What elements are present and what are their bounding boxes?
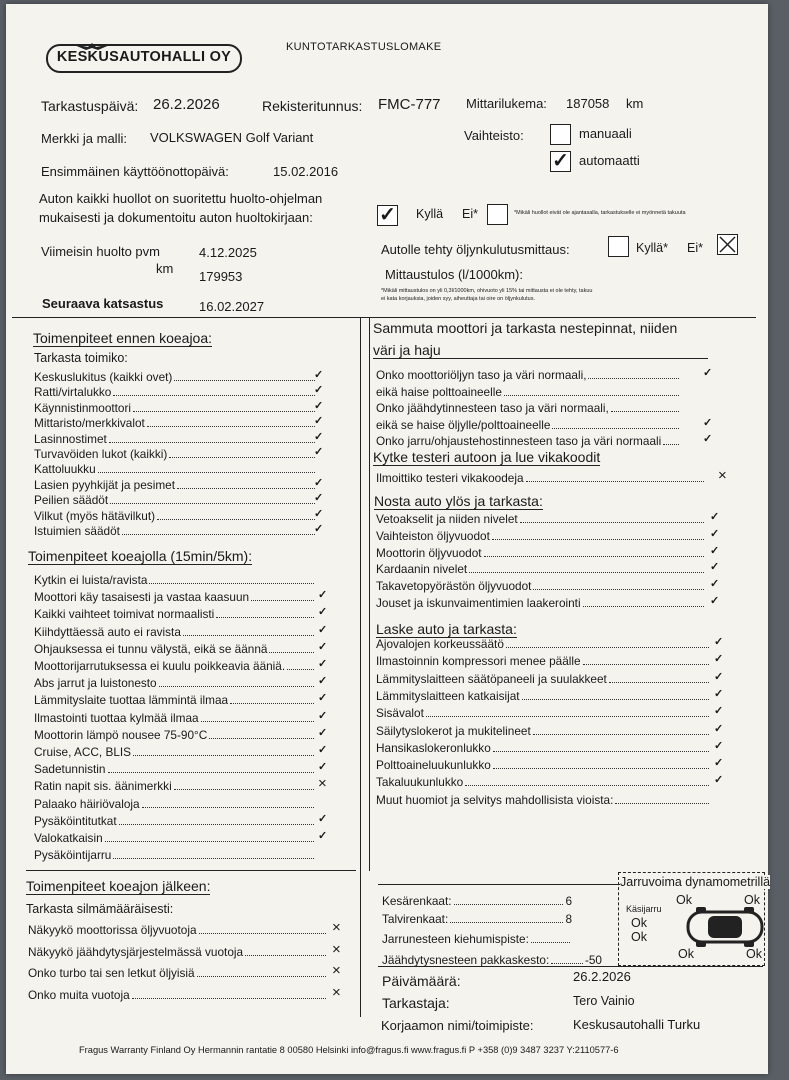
checklist-row bbox=[376, 383, 681, 399]
next-inspection-label: Seuraava katsastus bbox=[42, 296, 164, 311]
inspection-date-value: 26.2.2026 bbox=[153, 96, 220, 113]
left-divider bbox=[26, 870, 356, 871]
checklist-row bbox=[376, 652, 711, 668]
check-mark-icon: ✓ bbox=[318, 675, 328, 688]
dotted-leader bbox=[199, 933, 326, 934]
rear-right-ok: Ok bbox=[746, 947, 762, 961]
dotted-leader bbox=[133, 411, 315, 412]
checklist-label: Moottori käy tasaisesti ja vastaa kaasuun bbox=[34, 590, 250, 605]
cross-mark-icon: × bbox=[718, 467, 727, 484]
checklist-label: Onko moottoriöljyn taso ja väri normaali, bbox=[376, 368, 587, 382]
odometer-label: Mittarilukema: bbox=[466, 96, 547, 111]
front-right-ok: Ok bbox=[744, 893, 760, 907]
dotted-leader bbox=[157, 519, 315, 520]
dotted-leader bbox=[108, 772, 315, 773]
dotted-leader bbox=[552, 428, 679, 429]
check-mark-icon: ✓ bbox=[710, 511, 720, 523]
checklist-label: Jouset ja iskunvaimentimien laakerointi bbox=[376, 596, 581, 610]
checklist-label: Ilmastointi tuottaa kylmää ilmaa bbox=[34, 710, 199, 725]
checklist-row bbox=[34, 460, 317, 476]
checklist-label: Ajovalojen korkeussäätö bbox=[376, 637, 504, 651]
service-no-checkbox[interactable] bbox=[487, 204, 508, 225]
checklist-row bbox=[376, 527, 706, 543]
signature-divider bbox=[378, 966, 763, 967]
checklist-row bbox=[34, 812, 316, 828]
checklist-label: Pysäköintijarru bbox=[34, 848, 112, 863]
brake-fluid-row bbox=[382, 930, 572, 946]
checklist-row bbox=[34, 623, 316, 639]
service-km-value: 179953 bbox=[199, 269, 243, 284]
section-after-test-drive: Toimenpiteet koeajon jälkeen: bbox=[26, 878, 211, 894]
check-mark-icon: ✓ bbox=[318, 640, 328, 653]
checklist-label: Mittaristo/merkkivalot bbox=[34, 416, 145, 431]
dotted-leader bbox=[169, 457, 315, 458]
dotted-leader bbox=[149, 583, 314, 584]
checklist-label: Takavetopyörästön öljyvuodot bbox=[376, 579, 532, 594]
checklist-label: Lasien pyyhkijät ja pesimet bbox=[34, 477, 175, 492]
company-logo bbox=[46, 44, 242, 73]
section-before-test-drive: Toimenpiteet ennen koeajoa: bbox=[33, 330, 213, 346]
checklist-row bbox=[34, 571, 316, 587]
service-yes-label: Kyllä bbox=[416, 207, 444, 221]
handbrake-ok-1: Ok bbox=[631, 916, 647, 930]
dotted-leader bbox=[174, 789, 314, 790]
odometer-unit: km bbox=[626, 96, 644, 111]
dotted-leader bbox=[522, 699, 709, 700]
oil-no-checkbox[interactable] bbox=[717, 234, 738, 255]
check-mark-icon: ✓ bbox=[714, 636, 724, 648]
inspection-date-label: Tarkastuspäivä: bbox=[41, 98, 139, 114]
checklist-row bbox=[28, 986, 328, 1002]
checklist-label: Onko muita vuotoja bbox=[28, 987, 130, 1002]
manual-checkbox[interactable] bbox=[550, 124, 571, 145]
dotted-leader bbox=[615, 803, 709, 804]
winter-tires-row bbox=[382, 910, 572, 926]
section-test-drive: Toimenpiteet koeajolla (15min/5km): bbox=[28, 548, 253, 564]
checklist-label: Ilmastoinnin kompressori menee päälle bbox=[376, 654, 581, 669]
dotted-leader bbox=[110, 503, 315, 504]
check-mark-icon: ✓ bbox=[714, 705, 724, 718]
checklist-row bbox=[376, 432, 681, 448]
result-note-1: *Mikäli mittaustulos on yli 0,3l/1000km, ohivuoto yli 15% tai mittausta ei ole tehty, takuu bbox=[381, 288, 593, 294]
checklist-row bbox=[376, 635, 711, 651]
checklist-row bbox=[376, 670, 711, 686]
column-divider bbox=[360, 317, 361, 1017]
dotted-leader bbox=[526, 481, 704, 482]
checklist-row bbox=[376, 704, 711, 720]
checklist-label: Ratti/virtalukko bbox=[34, 385, 112, 400]
checklist-label: eikä haise polttoaineelle bbox=[376, 384, 502, 399]
handbrake-label: Käsijarru bbox=[626, 904, 662, 914]
checklist-row bbox=[376, 773, 711, 789]
check-mark-icon: ✓ bbox=[710, 578, 720, 591]
date-value: 26.2.2026 bbox=[573, 969, 631, 984]
checklist-label: Moottorin öljyvuodot bbox=[376, 545, 482, 560]
checklist-label: Turvavöiden lukot (kaikki) bbox=[34, 447, 168, 461]
dotted-leader bbox=[504, 395, 679, 396]
checklist-label: Onko jäähdytinnesteen taso ja väri normaali, bbox=[376, 401, 609, 415]
first-registration-label: Ensimmäinen käyttöönottopäivä: bbox=[41, 164, 229, 179]
dotted-leader bbox=[177, 488, 315, 489]
checklist-label: Ohjauksessa ei tunnu välystä, eikä se äännä bbox=[34, 641, 268, 656]
check-mark-icon: ✓ bbox=[318, 744, 328, 756]
dotted-leader bbox=[269, 652, 314, 653]
checklist-row bbox=[34, 829, 316, 845]
checklist-label: Keskuslukitus (kaikki ovet) bbox=[34, 370, 173, 384]
check-mark-icon: ✓ bbox=[318, 606, 328, 619]
checklist-label: Lämmityslaite tuottaa lämmintä ilmaa bbox=[34, 693, 229, 708]
section-tester: Kytke testeri autoon ja lue vikakoodit bbox=[373, 449, 601, 465]
checklist-row bbox=[376, 791, 711, 807]
service-text-line2: mukaisesti ja dokumentoitu auton huoltokirjaan: bbox=[39, 210, 313, 225]
checklist-row bbox=[34, 414, 317, 430]
checklist-row bbox=[376, 399, 681, 415]
dotted-leader bbox=[159, 686, 314, 687]
workshop-value: Keskusautohalli Turku bbox=[573, 1017, 701, 1032]
coolant-value: -50 bbox=[584, 953, 602, 967]
checklist-row bbox=[34, 657, 316, 673]
check-mark-icon: ✓ bbox=[318, 830, 328, 842]
check-mark-icon: ✓ bbox=[318, 726, 328, 739]
check-mark-icon: ✓ bbox=[314, 369, 324, 381]
dotted-leader bbox=[113, 858, 314, 859]
dotted-leader bbox=[583, 664, 709, 665]
check-icon: ✓ bbox=[379, 204, 396, 226]
check-mark-icon: ✓ bbox=[318, 589, 328, 602]
checklist-row bbox=[34, 760, 316, 776]
r1-title-line2: väri ja haju bbox=[373, 342, 708, 359]
checklist-row bbox=[376, 722, 711, 738]
checklist-label: Takaluukunlukko bbox=[376, 775, 464, 790]
checklist-label: Lasinnostimet bbox=[34, 431, 107, 446]
dotted-leader bbox=[506, 647, 709, 648]
s3-subtitle: Tarkasta silmämääräisesti: bbox=[26, 902, 174, 916]
registration-value: FMC-777 bbox=[378, 96, 441, 113]
oil-yes-checkbox[interactable] bbox=[608, 236, 629, 257]
check-mark-icon: ✓ bbox=[714, 687, 724, 700]
checklist-row bbox=[34, 605, 316, 621]
checklist-row bbox=[28, 921, 328, 937]
checklist-row bbox=[28, 964, 328, 980]
checklist-row bbox=[376, 577, 706, 593]
checklist-label: Cruise, ACC, BLIS bbox=[34, 745, 132, 759]
check-mark-icon: ✓ bbox=[710, 595, 720, 607]
main-divider bbox=[12, 317, 756, 318]
make-model-label: Merkki ja malli: bbox=[41, 131, 127, 146]
checklist-label: Kardaanin nivelet bbox=[376, 562, 468, 577]
checklist-label: Sisävalot bbox=[376, 706, 424, 721]
checklist-label: Moottorijarrutuksessa ei kuulu poikkeavia ääniä. bbox=[34, 659, 286, 673]
cross-mark-icon: × bbox=[332, 919, 341, 936]
dotted-leader bbox=[484, 556, 704, 557]
checklist-row bbox=[34, 777, 316, 793]
dotted-leader bbox=[142, 807, 314, 808]
service-no-label: Ei* bbox=[462, 207, 478, 221]
checklist-row bbox=[34, 691, 316, 707]
brake-fluid-label: Jarrunesteen kiehumispiste: bbox=[382, 932, 529, 946]
checklist-label: Muut huomiot ja selvitys mahdollisista vioista: bbox=[376, 792, 614, 807]
checklist-row bbox=[34, 522, 317, 538]
checklist-row bbox=[376, 687, 711, 703]
checklist-row bbox=[376, 510, 706, 526]
check-mark-icon: ✓ bbox=[314, 415, 324, 428]
dotted-leader bbox=[133, 755, 314, 756]
next-inspection-value: 16.02.2027 bbox=[199, 299, 265, 314]
checklist-label: Ratin napit sis. äänimerkki bbox=[34, 779, 172, 794]
checklist-label: Käynnistinmoottori bbox=[34, 400, 132, 415]
checklist-label: Sadetunnistin bbox=[34, 762, 106, 777]
checklist-row bbox=[28, 943, 328, 959]
checklist-label: Kaikki vaihteet toimivat normaalisti bbox=[34, 607, 215, 622]
summer-tires-value: 6 bbox=[565, 894, 572, 908]
rear-left-ok: Ok bbox=[678, 947, 694, 961]
logo-text: KESKUSAUTOHALLI OY bbox=[56, 49, 232, 65]
check-mark-icon: ✓ bbox=[314, 476, 324, 489]
result-note-2: ei kata korjauksia, joiden syy, aiheuttaja tai oire on öljynkulutus. bbox=[381, 296, 535, 302]
checklist-row bbox=[34, 743, 316, 759]
column-divider-inner bbox=[369, 317, 370, 871]
dotted-leader bbox=[174, 380, 315, 381]
checklist-label: Vetoakselit ja niiden nivelet bbox=[376, 512, 518, 526]
dotted-leader bbox=[588, 378, 679, 379]
checklist-label: eikä se haise öljylle/polttoaineelle bbox=[376, 417, 551, 432]
dotted-leader bbox=[98, 472, 315, 473]
checklist-row bbox=[376, 416, 681, 432]
dotted-leader bbox=[465, 785, 709, 786]
dotted-leader bbox=[119, 824, 314, 825]
service-note: *Mikäli huollot eivät ole ajantasalla, tarkastukselle ei myönnetä takuuta bbox=[514, 210, 686, 216]
checklist-row bbox=[376, 366, 681, 382]
checklist-row bbox=[34, 383, 317, 399]
checklist-row bbox=[34, 640, 316, 656]
service-text-line1: Auton kaikki huollot on suoritettu huolto-ohjelman bbox=[39, 191, 323, 206]
dotted-leader bbox=[520, 522, 704, 523]
section-lower-car: Laske auto ja tarkasta: bbox=[376, 621, 517, 637]
coolant-row bbox=[382, 951, 602, 967]
checklist-label: Hansikaslokeronlukko bbox=[376, 740, 491, 755]
checklist-row bbox=[376, 544, 706, 560]
dotted-leader bbox=[183, 635, 314, 636]
bottom-divider bbox=[378, 884, 623, 885]
checklist-label: Ilmoittiko testeri vikakoodeja bbox=[376, 471, 524, 485]
check-mark-icon: ✓ bbox=[714, 774, 724, 787]
last-service-value: 4.12.2025 bbox=[199, 245, 257, 260]
checklist-label: Lämmityslaitteen säätöpaneeli ja suulakkeet bbox=[376, 671, 607, 686]
dotted-leader bbox=[147, 426, 315, 427]
coolant-label: Jäähdytysnesteen pakkaskesto: bbox=[382, 953, 550, 967]
cross-icon bbox=[718, 235, 737, 254]
cross-mark-icon: × bbox=[332, 940, 341, 958]
checklist-label: Lämmityslaitteen katkaisijat bbox=[376, 688, 520, 703]
dotted-leader bbox=[663, 444, 679, 445]
checklist-label: Kiihdyttäessä auto ei ravista bbox=[34, 624, 181, 639]
oil-yes-label: Kyllä* bbox=[636, 241, 668, 255]
checklist-row bbox=[34, 491, 317, 507]
checklist-row bbox=[34, 399, 317, 415]
last-service-label: Viimeisin huolto pvm bbox=[41, 244, 160, 259]
dotted-leader bbox=[122, 534, 315, 535]
dotted-leader bbox=[216, 617, 314, 618]
checklist-row bbox=[34, 507, 317, 523]
date-label: Päivämäärä: bbox=[382, 973, 461, 989]
first-registration-value: 15.02.2016 bbox=[273, 164, 339, 179]
dotted-leader bbox=[426, 716, 709, 717]
section-lift-car: Nosta auto ylös ja tarkasta: bbox=[374, 493, 543, 509]
checklist-label: Onko jarru/ohjaustehostinnesteen taso ja väri normaali bbox=[376, 434, 662, 448]
check-mark-icon: ✓ bbox=[318, 692, 328, 705]
dotted-leader bbox=[583, 606, 704, 607]
checklist-label: Palaako häiriövaloja bbox=[34, 796, 140, 811]
checklist-row bbox=[34, 368, 317, 384]
checklist-row bbox=[34, 430, 317, 446]
checklist-row bbox=[34, 674, 316, 690]
s1-subtitle: Tarkasta toimiko: bbox=[34, 351, 128, 365]
workshop-label: Korjaamon nimi/toimipiste: bbox=[381, 1018, 534, 1033]
checklist-row bbox=[376, 594, 706, 610]
cross-mark-icon: × bbox=[332, 962, 341, 979]
check-mark-icon: ✓ bbox=[318, 623, 328, 636]
front-left-ok: Ok bbox=[676, 893, 692, 907]
check-mark-icon: ✓ bbox=[710, 544, 720, 557]
cross-mark-icon: × bbox=[318, 775, 327, 793]
automatic-label: automaatti bbox=[579, 153, 640, 168]
checklist-label: Moottorin lämpö nousee 75-90°C bbox=[34, 727, 208, 742]
service-km-label: km bbox=[156, 261, 174, 276]
check-mark-icon: ✓ bbox=[703, 367, 713, 379]
dotted-leader bbox=[109, 442, 315, 443]
dotted-leader bbox=[492, 539, 704, 540]
checklist-label: Polttoaineluukunlukko bbox=[376, 758, 491, 773]
checklist-label: Istuimien säädöt bbox=[34, 524, 120, 538]
check-mark-icon: ✓ bbox=[314, 399, 324, 412]
checklist-row bbox=[376, 756, 711, 772]
checklist-label: Näkyykö jäähdytysjärjestelmässä vuotoja bbox=[28, 944, 244, 959]
dotted-leader bbox=[609, 682, 709, 683]
check-mark-icon: ✓ bbox=[714, 739, 724, 752]
automatic-checkbox[interactable] bbox=[550, 151, 571, 172]
dotted-leader bbox=[113, 395, 315, 396]
dotted-leader bbox=[533, 734, 709, 735]
manual-label: manuaali bbox=[579, 126, 632, 141]
dotted-leader bbox=[493, 768, 709, 769]
dotted-leader bbox=[493, 751, 709, 752]
odometer-value: 187058 bbox=[566, 96, 610, 111]
checklist-row bbox=[34, 846, 316, 862]
handbrake-ok-2: Ok bbox=[631, 930, 647, 944]
check-mark-icon: ✓ bbox=[703, 416, 713, 429]
check-mark-icon: ✓ bbox=[703, 433, 713, 445]
summer-tires-label: Kesärenkaat: bbox=[382, 894, 452, 908]
dotted-leader bbox=[105, 841, 314, 842]
dotted-leader bbox=[197, 976, 326, 977]
dotted-leader bbox=[245, 955, 326, 956]
dotted-leader bbox=[230, 703, 314, 704]
checklist-label: Vaihteiston öljyvuodot bbox=[376, 528, 490, 543]
service-yes-checkbox[interactable] bbox=[377, 205, 398, 226]
dotted-leader bbox=[132, 998, 326, 999]
check-mark-icon: ✓ bbox=[714, 757, 724, 770]
checklist-label: Kytkin ei luista/ravista bbox=[34, 573, 148, 587]
check-mark-icon: ✓ bbox=[314, 384, 324, 397]
r1-title-line1: Sammuta moottori ja tarkasta nestepinnat, niiden bbox=[373, 320, 678, 336]
checklist-label: Vilkut (myös hätävilkut) bbox=[34, 508, 156, 523]
winter-tires-value: 8 bbox=[565, 912, 572, 926]
oil-measure-label: Autolle tehty öljynkulutusmittaus: bbox=[381, 242, 570, 257]
checklist-row bbox=[34, 588, 316, 604]
check-mark-icon: ✓ bbox=[318, 658, 328, 670]
dotted-leader bbox=[209, 738, 314, 739]
checklist-row bbox=[34, 709, 316, 725]
checklist-row bbox=[376, 560, 706, 576]
car-top-view-icon bbox=[682, 906, 768, 948]
dotted-leader bbox=[287, 669, 314, 670]
checklist-row bbox=[376, 739, 711, 755]
check-icon: ✓ bbox=[552, 150, 569, 172]
summer-tires-row bbox=[382, 892, 572, 908]
inspector-label: Tarkastaja: bbox=[382, 995, 450, 1011]
dotted-leader bbox=[611, 411, 679, 412]
checklist-label: Peilien säädöt bbox=[34, 493, 109, 508]
checklist-row bbox=[34, 795, 316, 811]
dotted-leader bbox=[533, 589, 704, 590]
footer-text: Fragus Warranty Finland Oy Hermannin rantatie 8 00580 Helsinki info@fragus.fi www.fragus.fi P +358 (0)9 3487 3237 Y:2110577-6 bbox=[79, 1045, 619, 1055]
checklist-row bbox=[34, 726, 316, 742]
check-mark-icon: ✓ bbox=[318, 812, 328, 825]
checklist-label: Pysäköintitutkat bbox=[34, 813, 117, 828]
check-mark-icon: ✓ bbox=[318, 709, 328, 722]
winter-tires-label: Talvirenkaat: bbox=[382, 912, 449, 926]
check-mark-icon: ✓ bbox=[318, 761, 328, 774]
check-mark-icon: ✓ bbox=[714, 670, 724, 683]
checklist-row bbox=[34, 476, 317, 492]
form-title: KUNTOTARKASTUSLOMAKE bbox=[286, 41, 442, 53]
dyno-title: Jarruvoima dynamometrillä bbox=[620, 875, 771, 889]
oil-no-label: Ei* bbox=[687, 241, 703, 255]
checklist-label: Säilytyslokerot ja mukitelineet bbox=[376, 723, 531, 738]
make-model-value: VOLKSWAGEN Golf Variant bbox=[150, 130, 314, 145]
dotted-leader bbox=[251, 600, 314, 601]
checklist-label: Kattoluukku bbox=[34, 462, 96, 477]
result-label: Mittaustulos (l/1000km): bbox=[385, 267, 523, 282]
check-mark-icon: ✓ bbox=[710, 527, 720, 540]
registration-label: Rekisteritunnus: bbox=[262, 98, 363, 114]
checklist-label: Abs jarrut ja luistonesto bbox=[34, 676, 157, 691]
dotted-leader bbox=[201, 721, 314, 722]
check-mark-icon: ✓ bbox=[714, 653, 724, 666]
inspector-value: Tero Vainio bbox=[573, 994, 635, 1008]
check-mark-icon: ✓ bbox=[314, 507, 324, 520]
checklist-label: Onko turbo tai sen letkut öljyisiä bbox=[28, 966, 195, 980]
gearbox-label: Vaihteisto: bbox=[464, 128, 524, 143]
cross-mark-icon: × bbox=[332, 983, 341, 1001]
checklist-row bbox=[376, 469, 706, 485]
checklist-label: Valokatkaisin bbox=[34, 831, 103, 845]
checklist-label: Näkyykö moottorissa öljyvuotoja bbox=[28, 923, 197, 937]
check-mark-icon: ✓ bbox=[714, 722, 724, 735]
check-mark-icon: ✓ bbox=[710, 561, 720, 574]
check-mark-icon: ✓ bbox=[314, 430, 324, 443]
checklist-row bbox=[34, 445, 317, 461]
check-mark-icon: ✓ bbox=[314, 446, 324, 458]
dotted-leader bbox=[469, 572, 704, 573]
inspection-form bbox=[6, 4, 771, 1074]
check-mark-icon: ✓ bbox=[314, 492, 324, 505]
check-mark-icon: ✓ bbox=[314, 523, 324, 535]
